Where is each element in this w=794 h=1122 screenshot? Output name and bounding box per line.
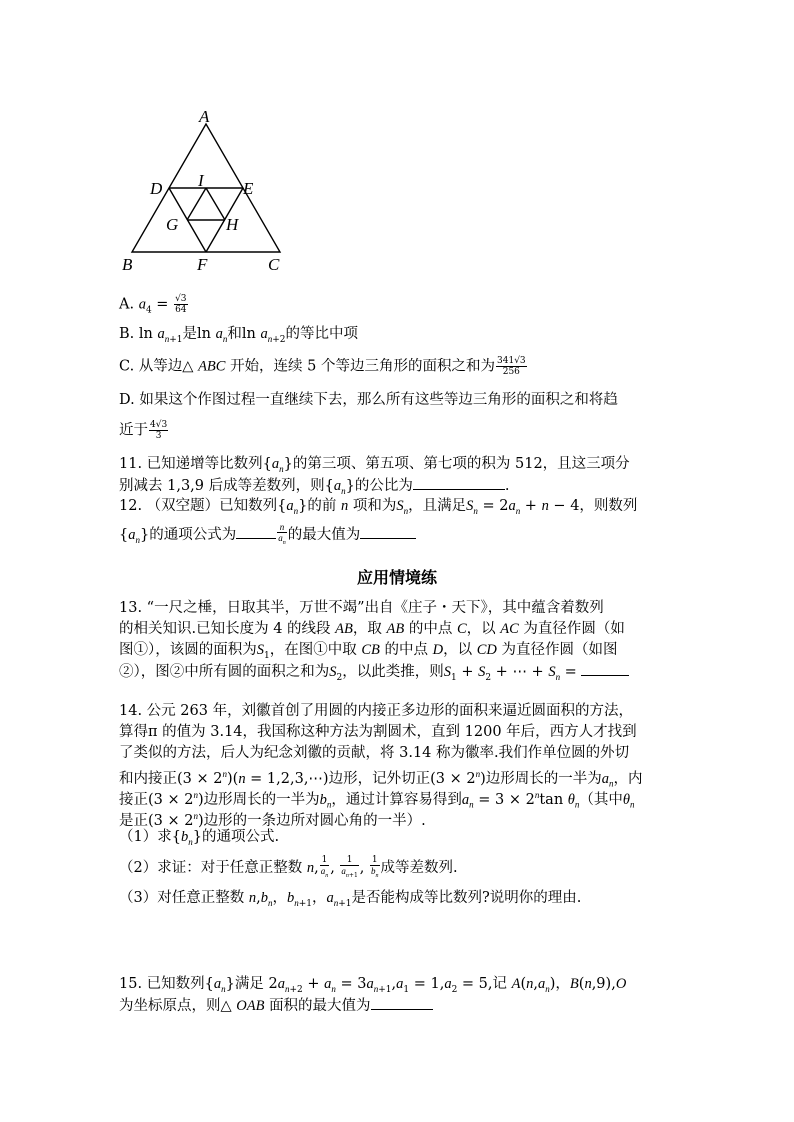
option-d-line2: 近于 $\frac{4√3}{3}$	[119, 420, 168, 441]
label-h: H	[226, 215, 239, 234]
option-d-line1: D. 如果这个作图过程一直继续下去，那么所有这些等边三角形的面积之和将趋	[119, 392, 618, 408]
q14-line6: 是正$(3 \times 2^n)$边形的一条边所对圆心角的一半）.	[119, 811, 426, 829]
option-c: C. 从等边△ ABC 开始，连续 5 个等边三角形的面积之和为 $\frac{341√3}{256}$	[119, 356, 526, 377]
q15-line2: 为坐标原点，则△ OAB 面积的最大值为	[119, 995, 433, 1016]
label-c: C	[268, 255, 280, 274]
option-a: A. $a_4$ = $\frac{√3}{64}$	[119, 294, 187, 316]
q13-line1: 13. “一尺之棰，日取其半，万世不竭”出自《庄子・天下》，其中蕴含着数列	[119, 600, 604, 616]
q14-part2: （2）求证：对于任意正整数 n, $\frac{1}{a_n}$ , $\frac{1}{a_{n+1}}$ , $\frac{1}{b_n}$ 成等差数列.	[119, 855, 458, 879]
q14-part3: （3）对任意正整数 $n,b_n$，$b_{n+1}$，$a_{n+1}$是否能构成等比数列?说明你的理由.	[119, 890, 582, 909]
q12-line2: $\{a_n\}$的通项公式为 $\frac{n}{a_n}$ 的最大值为	[119, 522, 416, 550]
q12-line1: 12. （双空题）已知数列$\{a_n\}$的前 n 项和为$S_n$，且满足$S_n = 2a_n + n - 4$，则数列	[119, 498, 638, 516]
q14-line2: 算得π 的值为 3.14，我国称这种方法为割圆术，直到 1200 年后，西方人才找到	[119, 724, 637, 740]
label-a: A	[199, 107, 210, 126]
label-e: E	[243, 179, 254, 198]
label-b: B	[122, 255, 133, 274]
q11-line2: 别减去 1,3,9 后成等差数列，则$\{a_n\}$的公比为 .	[119, 475, 509, 501]
q14-line5: 接正$(3 \times 2^n)$边形周长的一半为$b_n$，通过计算容易得到$a_n = 3 \times 2^n\tan$ $\theta_n$（其中$\theta_n$	[119, 790, 635, 810]
label-d: D	[150, 179, 163, 198]
label-g: G	[166, 215, 179, 234]
q13-line3: 图①），该圆的面积为$S_1$，在图①中取 CB 的中点 D，以 CD 为直径作圆（如图	[119, 642, 618, 661]
q14-line1: 14. 公元 263 年，刘徽首创了用圆的内接正多边形的面积来逼近圆面积的方法，	[119, 703, 634, 719]
section-title: 应用情境练	[356, 568, 437, 587]
label-i: I	[198, 171, 204, 190]
triangle-figure	[110, 100, 310, 280]
option-b: B. $\ln a_{n+1}$是$\ln a_n$和$\ln a_{n+2}$的等比中项	[119, 326, 358, 345]
q14-line4: 和内接正$(3 \times 2^n)(n$ = 1,2,3,⋯)边形，记外切正$(3 \times 2^n)$边形周长的一半为$a_n$，内	[119, 769, 643, 789]
q13-line2: 的相关知识.已知长度为 4 的线段 AB，取 AB 的中点 C，以 AC 为直径作圆（如	[119, 621, 625, 637]
q15-line1: 15. 已知数列$\{a_n\}$满足 $2a_{n+2} + a_n = 3a_{n+1},a_1 = 1,a_2 = 5$,记 $A(n,a_n)$，B(n,9),O	[119, 976, 627, 995]
q11-line1: 11. 已知递增等比数列$\{a_n\}$的第三项、第五项、第七项的积为 512，且这三项分	[119, 456, 630, 474]
segment-ig	[187, 188, 206, 220]
q14-line3: 了类似的方法，后人为纪念刘徽的贡献，将 3.14 称为徽率.我们作单位圆的外切	[119, 745, 630, 761]
segment-ih	[206, 188, 225, 220]
q14-part1: （1）求$\{b_n\}$的通项公式.	[119, 829, 280, 847]
label-f: F	[197, 255, 208, 274]
q13-line4: ②），图②中所有圆的面积之和为$S_2$，以此类推，则$S_1 + S_2$ + ⋯ + $S_n$ =	[119, 661, 629, 688]
